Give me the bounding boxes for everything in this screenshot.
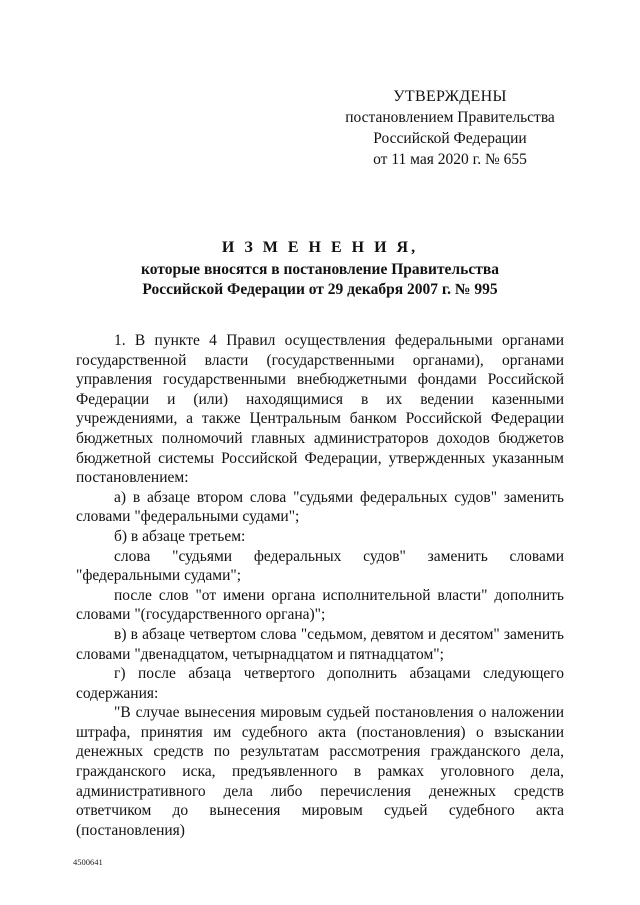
- approval-line-1: постановлением Правительства: [345, 109, 555, 126]
- approval-heading: УТВЕРЖДЕНЫ: [393, 88, 507, 105]
- paragraph-5: после слов "от имени органа исполнительной власти" дополнить словами "(государственного органа)";: [76, 586, 564, 624]
- title-subtitle-2: Российской Федерации от 29 декабря 2007 г. № 995: [142, 281, 498, 298]
- title-subtitle-1: которые вносятся в постановление Правительства: [141, 261, 499, 278]
- paragraph-4: слова "судьями федеральных судов" заменить словами "федеральными судами";: [76, 547, 564, 585]
- paragraph-3: б) в абзаце третьем:: [114, 527, 246, 545]
- paragraph-8: "В случае вынесения мировым судьей постановления о наложении штрафа, принятия им судебного акта (постановления) о взыскании денежных средств по результатам рассмотрения гражданского дела, гражданского иска, предъявленного в рамках уголовного дела, административного дела либо перечисления денежных средств ответчиком до вынесения мировым судьей судебного акта (постановления): [76, 704, 564, 839]
- document-number: 4500641: [73, 857, 103, 867]
- title-main: И З М Е Н Е Н И Я,: [221, 239, 419, 256]
- paragraph-6: в) в абзаце четвертом слова "седьмом, девятом и десятом" заменить словами "двенадцатом, четырнадцатом и пятнадцатом";: [76, 625, 564, 663]
- approval-stamp: [330, 86, 570, 170]
- paragraph-7: г) после абзаца четвертого дополнить абзацами следующего содержания:: [76, 665, 564, 702]
- approval-line-3: от 11 мая 2020 г. № 655: [373, 151, 527, 168]
- paragraph-1: 1. В пункте 4 Правил осуществления федеральными органами государственной власти (государственными органами), органами управления государственными внебюджетными фондами Российской Федерации и (или) находящимися в их ведении казенными учреждениями, а также Центральным банком Российской Федерации бюджетных полномочий главных администраторов доходов бюджетов бюджетной системы Российской Федерации, утвержденных указанным постановлением:: [76, 332, 564, 487]
- approval-line-2: Российской Федерации: [373, 130, 527, 147]
- paragraph-2: а) в абзаце втором слова "судьями федеральных судов" заменить словами "федеральными судами";: [76, 488, 564, 526]
- document-title: [60, 238, 580, 300]
- document-body: [76, 331, 564, 840]
